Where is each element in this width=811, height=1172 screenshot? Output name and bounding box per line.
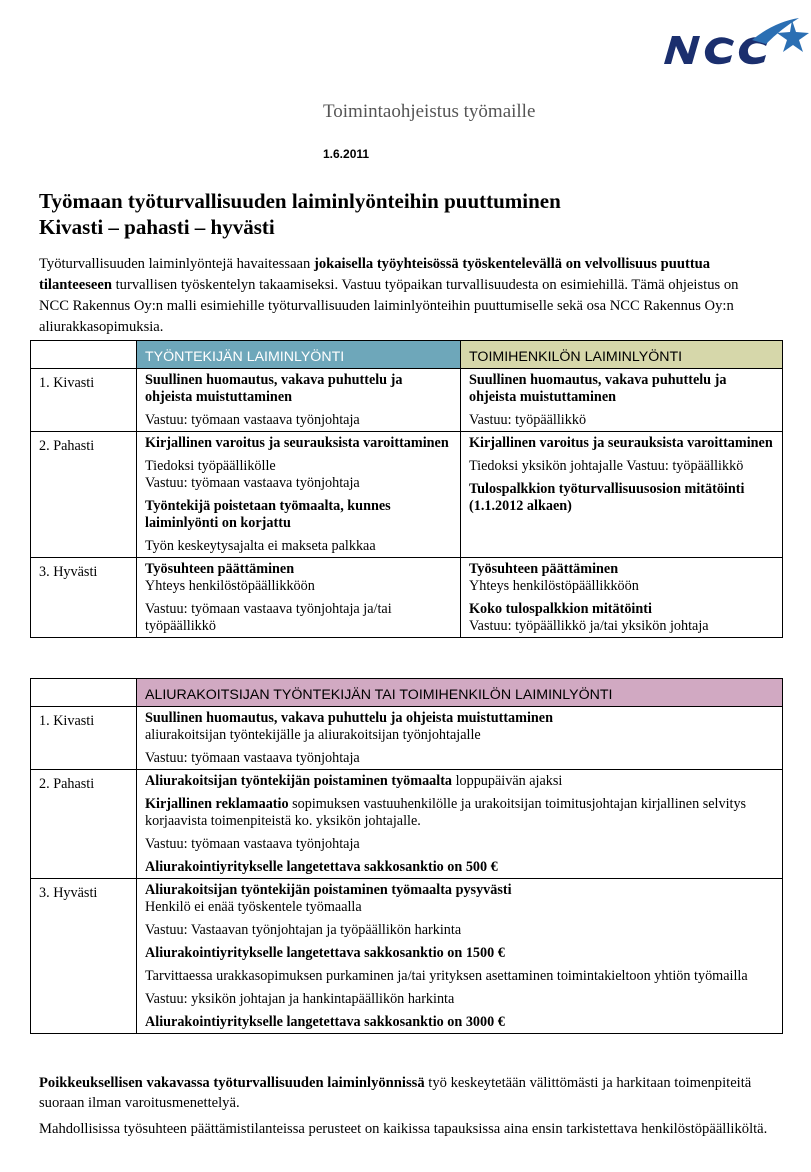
measure-title: Suullinen huomautus, vakava puhuttelu ja ohjeista muistuttaminen xyxy=(145,710,553,726)
main-heading xyxy=(39,188,561,240)
reclamation-title: Kirjallinen reklamaatio xyxy=(145,796,289,812)
measure-title: Kirjallinen varoitus ja seurauksista varoittaminen xyxy=(145,435,449,451)
employee-official-table xyxy=(30,340,783,638)
measure-title: Työntekijä poistetaan työmaalta, kunnes laiminlyönti on korjattu xyxy=(145,498,391,531)
reclamation-detail: sopimuksen vastuuhenkilölle ja urakoitsijan toimitusjohtajan kirjallinen selvitys korjaavista toimenpiteistä ko. yksikön johtajalle. xyxy=(145,796,747,829)
footer-paragraph-2: Mahdollisissa työsuhteen päättämistilanteissa perusteet on kaikissa tapauksissa aina ensin tarkistettava henkilöstöpäälliköltä. xyxy=(39,1121,768,1137)
measure-title: Työsuhteen päättäminen xyxy=(145,561,295,577)
official-header: TOIMIHENKILÖN LAIMINLYÖNTI xyxy=(461,341,783,369)
sanction-text: Aliurakointiyritykselle langetettava sakkosanktio on 500 € xyxy=(145,859,498,875)
responsibility-text: Vastuu: Vastaavan työnjohtajan ja työpäällikön harkinta xyxy=(145,922,462,938)
level-label: 1. Kivasti xyxy=(31,369,137,432)
responsibility-text: Vastuu: työmaan vastaava työnjohtaja xyxy=(145,750,360,766)
table-row xyxy=(31,369,783,432)
responsibility-text: Vastuu: työpäällikkö xyxy=(469,412,587,428)
responsibility-text: Vastuu: työmaan vastaava työnjohtaja ja/tai työpäällikkö xyxy=(145,601,392,634)
responsibility-text: Vastuu: yksikön johtajan ja hankintapäällikön harkinta xyxy=(145,991,455,1007)
sanction-text: Aliurakointiyritykselle langetettava sakkosanktio on 1500 € xyxy=(145,945,505,961)
heading-line-2: Kivasti – pahasti – hyvästi xyxy=(39,215,275,239)
reclamation-line xyxy=(145,796,774,830)
info-text: Tiedoksi työpäällikölle xyxy=(145,458,276,474)
measure-title: Aliurakoitsijan työntekijän poistaminen työmaalta pysyvästi xyxy=(145,882,512,898)
employee-cell xyxy=(137,558,461,638)
measure-title: Työsuhteen päättäminen xyxy=(469,561,619,577)
measure-detail: loppupäivän ajaksi xyxy=(452,773,563,789)
responsibility-text: Vastuu: työmaan vastaava työnjohtaja xyxy=(145,412,360,428)
footer-text: työ keskeytetään välittömästi ja harkitaan toimenpiteitä suoraan ilman varoitusmenettelyä. xyxy=(39,1075,752,1111)
level-label: 2. Pahasti xyxy=(31,770,137,879)
ncc-logo xyxy=(662,14,811,74)
termination-text: Tarvittaessa urakkasopimuksen purkaminen ja/tai yrityksen asettaminen toimintakieltoon yhtiön työmailla xyxy=(145,968,748,984)
table-header-row xyxy=(31,341,783,369)
responsibility-text: Vastuu: työpäällikkö ja/tai yksikön johtaja xyxy=(469,618,709,634)
subcontractor-header: ALIURAKOITSIJAN TYÖNTEKIJÄN TAI TOIMIHENKILÖN LAIMINLYÖNTI xyxy=(137,679,783,707)
table-row xyxy=(31,879,783,1034)
intro-text-2: turvallisen työskentelyn takaamiseksi. Vastuu työpaikan turvallisuudesta on esimiehillä. Tämä ohjeistus on NCC Rakennus Oy:n malli esimiehille työturvallisuuden laiminlyönteihin puuttumiselle sekä osa NCC Rakennus Oy:n aliurakkasopimuksia. xyxy=(39,277,739,335)
table-row xyxy=(31,558,783,638)
intro-text-1: Työturvallisuuden laiminlyöntejä havaitessaan xyxy=(39,256,314,272)
official-cell xyxy=(461,432,783,558)
measure-title: Suullinen huomautus, vakava puhuttelu ja ohjeista muistuttaminen xyxy=(469,372,727,405)
measure-title: Kirjallinen varoitus ja seurauksista varoittaminen xyxy=(469,435,773,451)
info-text: Tiedoksi yksikön johtajalle Vastuu: työpäällikkö xyxy=(469,458,744,474)
heading-line-1: Työmaan työturvallisuuden laiminlyönteihin puuttuminen xyxy=(39,189,561,213)
level-label: 3. Hyvästi xyxy=(31,558,137,638)
table-row xyxy=(31,432,783,558)
level-label: 3. Hyvästi xyxy=(31,879,137,1034)
contact-text: Yhteys henkilöstöpäällikköön xyxy=(469,578,639,594)
measure-title: Koko tulospalkkion mitätöinti xyxy=(469,601,652,617)
subcontractor-cell xyxy=(137,707,783,770)
employee-cell xyxy=(137,369,461,432)
official-cell xyxy=(461,558,783,638)
measure-title: Aliurakoitsijan työntekijän poistaminen työmaalta xyxy=(145,773,453,789)
subcontractor-cell xyxy=(137,879,783,1034)
note-text: Työn keskeytysajalta ei makseta palkkaa xyxy=(145,538,376,554)
subcontractor-table xyxy=(30,678,783,1034)
responsibility-text: Vastuu: työmaan vastaava työnjohtaja xyxy=(145,475,360,491)
measure-title: Suullinen huomautus, vakava puhuttelu ja ohjeista muistuttaminen xyxy=(145,372,403,405)
measure-title: Tulospalkkion työturvallisuusosion mitätöinti (1.1.2012 alkaen) xyxy=(469,481,745,514)
measure-line xyxy=(145,773,774,790)
footer-bold-text: Poikkeuksellisen vakavassa työturvallisuuden laiminlyönnissä xyxy=(39,1075,425,1091)
detail-text: Henkilö ei enää työskentele työmaalla xyxy=(145,899,362,915)
document-title: Toimintaohjeistus työmaille xyxy=(323,101,536,122)
contact-text: Yhteys henkilöstöpäällikköön xyxy=(145,578,315,594)
level-label: 1. Kivasti xyxy=(31,707,137,770)
official-cell xyxy=(461,369,783,432)
intro-paragraph xyxy=(39,254,769,338)
detail-text: aliurakoitsijan työntekijälle ja aliurakoitsijan työnjohtajalle xyxy=(145,727,481,743)
table-row xyxy=(31,707,783,770)
table-row xyxy=(31,770,783,879)
footer-paragraph-1 xyxy=(39,1073,769,1113)
table-header-row xyxy=(31,679,783,707)
employee-header: TYÖNTEKIJÄN LAIMINLYÖNTI xyxy=(137,341,461,369)
document-date: 1.6.2011 xyxy=(323,147,370,161)
sanction-text: Aliurakointiyritykselle langetettava sakkosanktio on 3000 € xyxy=(145,1014,505,1030)
intro-bold-text: jokaisella työyhteisössä työskentelevällä on velvollisuus puuttua tilanteeseen xyxy=(39,256,711,293)
subcontractor-cell xyxy=(137,770,783,879)
responsibility-text: Vastuu: työmaan vastaava työnjohtaja xyxy=(145,836,360,852)
level-label: 2. Pahasti xyxy=(31,432,137,558)
employee-cell xyxy=(137,432,461,558)
